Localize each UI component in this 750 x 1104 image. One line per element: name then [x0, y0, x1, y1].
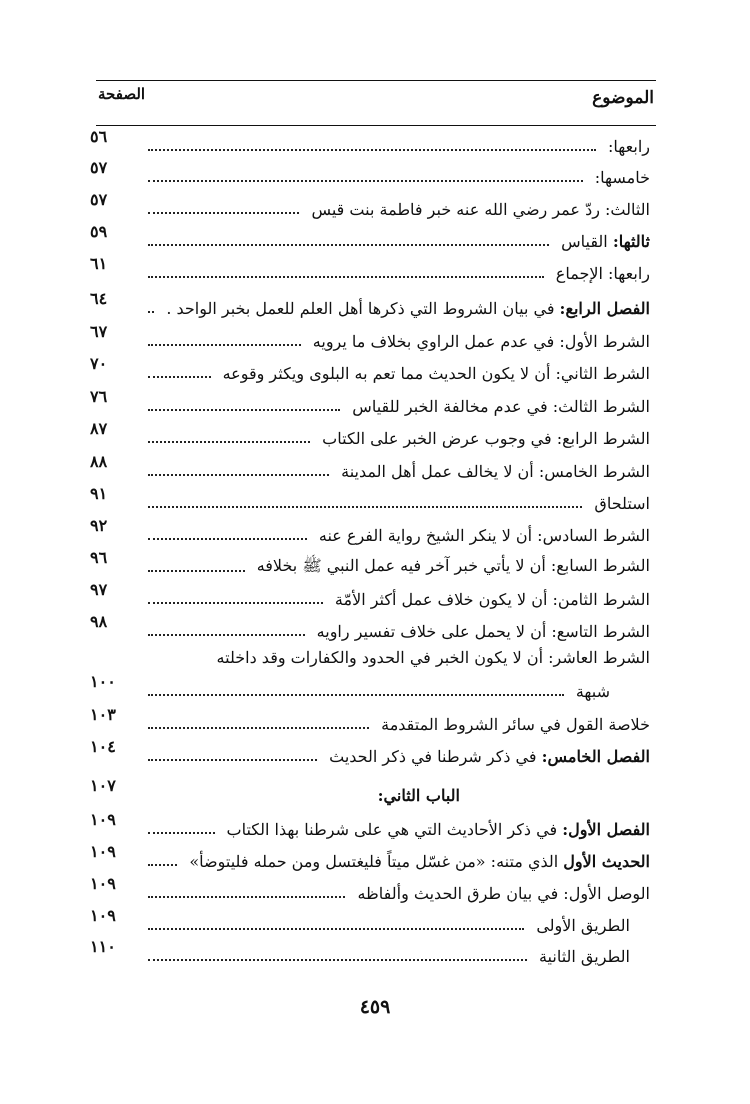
toc-entry[interactable]	[90, 353, 650, 389]
entry-page-number: ٦١	[90, 253, 108, 273]
toc-entry[interactable]	[90, 841, 650, 877]
leader-dots	[148, 474, 329, 476]
entry-title: الشرط الثالث: في عدم مخالفة الخبر للقياس	[352, 396, 650, 416]
entry-page-number: ١٠٤	[90, 736, 116, 756]
entry-title: الفصل الأول: في ذكر الأحاديث التي هي على شرطنا بهذا الكتاب	[226, 819, 650, 839]
toc-entry[interactable]	[90, 936, 630, 972]
toc-entry[interactable]	[90, 905, 630, 941]
leader-dots	[148, 864, 177, 866]
page-number-footer: ٤٥٩	[359, 996, 391, 1018]
toc-entry-continued[interactable]: الشرط العاشر: أن لا يكون الخبر في الحدود والكفارات وقد داخلته	[216, 648, 650, 667]
entry-page-number: ٥٩	[90, 221, 108, 241]
entry-title: الشرط التاسع: أن لا يحمل على خلاف تفسير راويه	[316, 621, 650, 641]
leader-dots	[148, 928, 524, 930]
entry-title: استلحاق	[594, 493, 650, 513]
leader-dots	[148, 180, 583, 182]
toc-entry[interactable]	[90, 873, 650, 909]
toc-entry[interactable]	[90, 671, 610, 707]
entry-page-number: ٩٦	[90, 547, 108, 567]
entry-page-number: ٩١	[90, 483, 108, 503]
toc-entry[interactable]	[90, 386, 650, 422]
entry-page-number: ١٠٩	[90, 841, 116, 861]
entry-page-number: ٩٧	[90, 579, 108, 599]
entry-title: الوصل الأول: في بيان طرق الحديث وألفاظه	[357, 883, 650, 903]
entry-page-number: ٨٨	[90, 451, 108, 471]
leader-dots	[148, 959, 527, 961]
entry-page-number: ١٠٩	[90, 809, 116, 829]
entry-title: الفصل الخامس: في ذكر شرطنا في ذكر الحديث	[329, 746, 650, 766]
entry-page-number: ٥٧	[90, 157, 108, 177]
leader-dots	[148, 602, 323, 604]
entry-page-number: ١٠٣	[90, 704, 116, 724]
entry-page-number: ٥٦	[90, 126, 108, 146]
leader-dots	[148, 570, 245, 572]
toc-entry[interactable]	[90, 451, 650, 487]
leader-dots	[148, 759, 317, 761]
leader-dots	[148, 212, 299, 214]
entry-title: شبهة	[575, 681, 610, 701]
toc-entry[interactable]	[90, 189, 650, 225]
leader-dots	[148, 896, 345, 898]
entry-title: الفصل الرابع: في بيان الشروط التي ذكرها أهل العلم للعمل بخبر الواحد .	[166, 298, 650, 318]
leader-dots	[148, 149, 596, 151]
entry-page-number: ٧٦	[90, 386, 108, 406]
toc-entry[interactable]	[90, 126, 650, 162]
toc-entry[interactable]	[90, 221, 650, 257]
entry-page-number: ٩٢	[90, 515, 108, 535]
toc-entry[interactable]	[90, 483, 650, 519]
toc-section-heading[interactable]	[90, 775, 650, 811]
toc-entry[interactable]	[90, 157, 650, 193]
subject-column-header: الموضوع	[592, 88, 654, 108]
entry-page-number: ١٠٩	[90, 905, 116, 925]
entry-title: الشرط السادس: أن لا ينكر الشيخ رواية الفرع عنه	[318, 525, 650, 545]
entry-title: الشرط الثاني: أن لا يكون الحديث مما تعم به البلوى ويكثر وقوعه	[222, 363, 650, 383]
entry-title: الثالث: ردّ عمر رضي الله عنه خبر فاطمة بنت قيس	[311, 199, 650, 219]
leader-dots	[148, 409, 340, 411]
page-column-header: الصفحة	[98, 85, 146, 103]
entry-page-number: ٥٧	[90, 189, 108, 209]
entry-page-number: ٦٧	[90, 321, 108, 341]
leader-dots	[148, 276, 544, 278]
leader-dots	[148, 538, 307, 540]
entry-page-number: ١٠٧	[90, 775, 116, 795]
leader-dots	[148, 506, 582, 508]
leader-dots	[148, 344, 301, 346]
entry-title: خلاصة القول في سائر الشروط المتقدمة	[381, 714, 650, 734]
toc-entry[interactable]	[90, 579, 650, 615]
toc-entry[interactable]	[90, 809, 650, 845]
entry-title: الشرط الرابع: في وجوب عرض الخبر على الكتاب	[322, 428, 650, 448]
entry-title: رابعها: الإجماع	[555, 263, 650, 283]
entry-title: الشرط الثامن: أن لا يكون خلاف عمل أكثر الأمّة	[334, 589, 650, 609]
leader-dots	[148, 727, 369, 729]
entry-title: الحديث الأول الذي متنه: «من غسّل ميتاً فليغتسل ومن حمله فليتوضأ»	[189, 851, 650, 871]
leader-dots	[148, 376, 211, 378]
leader-dots	[148, 441, 310, 443]
leader-dots	[148, 694, 564, 696]
toc-entry[interactable]	[90, 288, 650, 324]
entry-page-number: ١٠٩	[90, 873, 116, 893]
entry-page-number: ٧٠	[90, 353, 108, 373]
toc-entry[interactable]	[90, 736, 650, 772]
toc-entry[interactable]	[90, 418, 650, 454]
leader-dots	[148, 634, 305, 636]
entry-title: الشرط الخامس: أن لا يخالف عمل أهل المدينة	[341, 461, 650, 481]
entry-page-number: ١٠٠	[90, 671, 116, 691]
entry-page-number: ٩٨	[90, 611, 108, 631]
entry-page-number: ٨٧	[90, 418, 108, 438]
toc-entry[interactable]	[90, 321, 650, 357]
entry-title: الباب الثاني:	[377, 785, 460, 805]
toc-entry[interactable]	[90, 611, 650, 647]
toc-entry[interactable]	[90, 515, 650, 551]
leader-dots	[148, 832, 215, 834]
entry-title: الطريق الثانية	[538, 946, 630, 966]
entry-title: خامسها:	[594, 167, 650, 187]
toc-entry[interactable]	[90, 547, 650, 583]
leader-dots	[148, 244, 549, 246]
entry-title: ثالثها: القياس	[561, 231, 650, 251]
entry-title: الشرط الأول: في عدم عمل الراوي بخلاف ما يرويه	[312, 331, 650, 351]
toc-entry[interactable]	[90, 253, 650, 289]
entry-page-number: ٦٤	[90, 288, 108, 308]
entry-page-number: ١١٠	[90, 936, 116, 956]
leader-dots	[148, 311, 154, 313]
toc-entry[interactable]	[90, 704, 650, 740]
entry-title: الشرط السابع: أن لا يأتي خبر آخر فيه عمل النبي ﷺ بخلافه	[256, 555, 650, 575]
entry-title: رابعها:	[608, 136, 650, 156]
entry-title: الطريق الأولى	[536, 915, 630, 935]
